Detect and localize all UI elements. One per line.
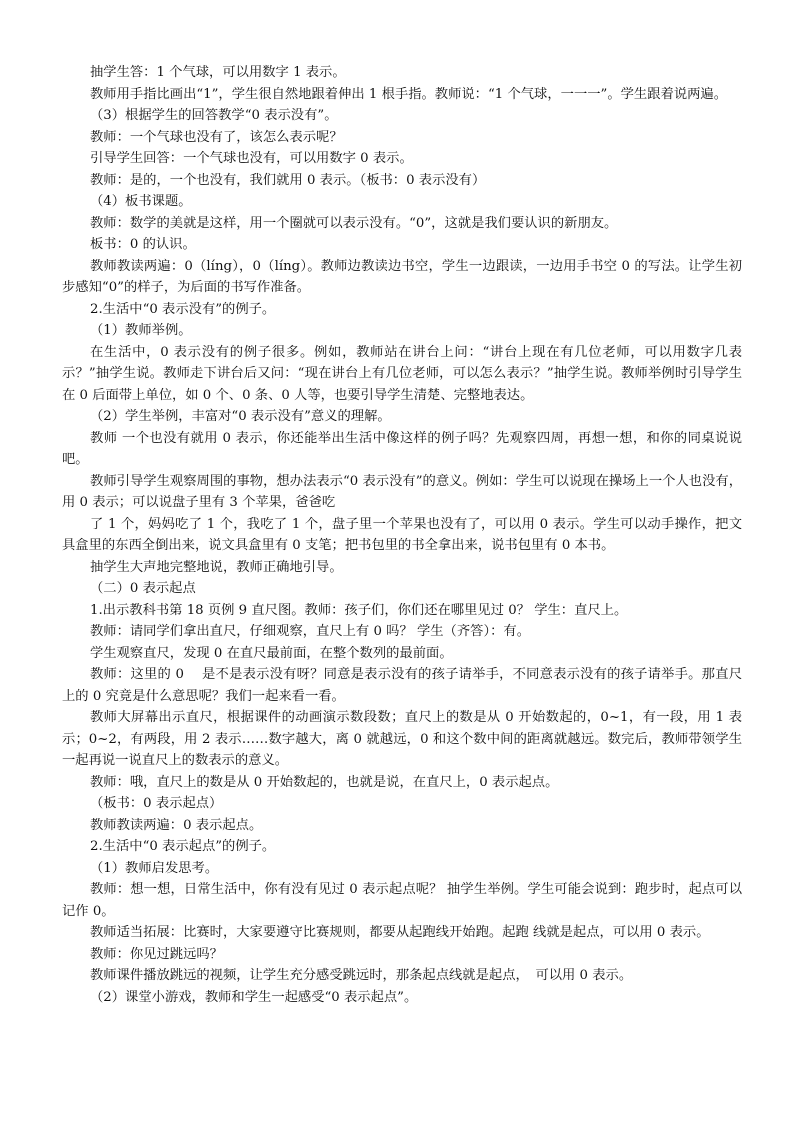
paragraph: （1）教师举例。 <box>90 323 192 338</box>
paragraph: 教师教读两遍：0 表示起点。 <box>90 817 263 833</box>
paragraph: 1.出示教科书第 18 页例 9 直尺图。教师：孩子们，你们还在哪里见过 0？ 学生：直尺上。 <box>90 602 628 618</box>
paragraph: （板书：0 表示起点） <box>90 796 223 811</box>
paragraph: 抽学生答：1 个气球，可以用数字 1 表示。 <box>90 65 346 80</box>
paragraph: 教师引导学生观察周围的事物，想办法表示“0 表示没有”的意义。例如：学生可以说现在操场上一个人也没有，用 0 表示；可以说盘子里有 3 个苹果，爸爸吃 <box>62 473 742 510</box>
paragraph: 教师适当拓展：比赛时，大家要遵守比赛规则，都要从起跑线开始跑。起跑 线就是起点，可以用 0 表示。 <box>90 925 710 940</box>
paragraph: 教师：数学的美就是这样，用一个圈就可以表示没有。“0”，这就是我们要认识的新朋友。 <box>90 215 618 231</box>
paragraph: 2.生活中“0 表示没有”的例子。 <box>90 301 276 317</box>
paragraph: 2.生活中“0 表示起点”的例子。 <box>90 839 276 854</box>
paragraph: 教师 一个也没有就用 0 表示，你还能举出生活中像这样的例子吗？先观察四周，再想一想，和你的同桌说说吧。 <box>62 430 742 467</box>
paragraph: （3）根据学生的回答教学“0 表示没有”。 <box>90 108 338 123</box>
paragraph: （2）课堂小游戏，教师和学生一起感受“0 表示起点”。 <box>90 989 418 1005</box>
paragraph: 教师大屏幕出示直尺，根据课件的动画演示数段数；直尺上的数是从 0 开始数起的，0~1，有一段，用 1 表示；0~2，有两段，用 2 表示……数字越大，离 0 就越远，0 和这个数中间的距离就越远。数完后，教师带领学生一起再说一说直尺上的数表示的意义。 <box>62 710 742 768</box>
paragraph: 教师：请同学们拿出直尺，仔细观察，直尺上有 0 吗？ 学生（齐答）：有。 <box>90 624 530 639</box>
paragraph: 教师：你见过跳远吗？ <box>90 946 223 962</box>
paragraph: 板书：0 的认识。 <box>90 237 196 252</box>
paragraph: 教师：这里的 0 是不是表示没有呀？同意是表示没有的孩子请举手，不同意表示没有的孩子请举手。那直尺上的 0 究竟是什么意思呢？我们一起来看一看。 <box>62 667 742 704</box>
paragraph: （4）板书课题。 <box>90 194 192 209</box>
paragraph: 抽学生大声地完整地说，教师正确地引导。 <box>90 559 343 575</box>
paragraph: （2）学生举例，丰富对“0 表示没有”意义的理解。 <box>90 409 391 424</box>
paragraph: 学生观察直尺，发现 0 在直尺最前面，在整个数列的最前面。 <box>90 645 453 661</box>
paragraph: 教师用手指比画出“1”，学生很自然地跟着伸出 1 根手指。教师说：“1 个气球，一一一”。学生跟着说两遍。 <box>90 86 728 102</box>
paragraph: 教师：想一想，日常生活中，你有没有见过 0 表示起点呢？ 抽学生举例。学生可能会说到：跑步时，起点可以记作 0。 <box>62 882 742 919</box>
paragraph: 教师：是的，一个也没有，我们就用 0 表示。（板书：0 表示没有） <box>90 172 486 188</box>
paragraph: 了 1 个，妈妈吃了 1 个，我吃了 1 个，盘子里一个苹果也没有了，可以用 0 表示。学生可以动手操作，把文具盒里的东西全倒出来，说文具盒里有 0 支笔；把书包里的书全拿出来，说书包里有 0 本书。 <box>62 516 742 553</box>
document-body <box>62 62 742 1008</box>
paragraph: 在生活中，0 表示没有的例子很多。例如，教师站在讲台上问：“讲台上现在有几位老师，可以用数字几表示？”抽学生说。教师走下讲台后又问：“现在讲台上有几位老师，可以怎么表示？”抽学生说。教师举例时引导学生在 0 后面带上单位，如 0 个、0 条、0 人等，也要引导学生清楚、完整地表达。 <box>62 344 742 403</box>
paragraph: （1）教师启发思考。 <box>90 860 219 876</box>
paragraph: 教师：一个气球也没有了，该怎么表示呢？ <box>90 129 343 145</box>
paragraph: （二）0 表示起点 <box>90 581 196 596</box>
paragraph: 教师教读两遍：0（líng），0（líng）。教师边教读边书空，学生一边跟读，一边用手书空 0 的写法。让学生初步感知“0”的样子，为后面的书写作准备。 <box>62 258 742 295</box>
paragraph: 教师课件播放跳远的视频，让学生充分感受跳远时，那条起点线就是起点， 可以用 0 表示。 <box>90 968 633 983</box>
paragraph: 引导学生回答：一个气球也没有，可以用数字 0 表示。 <box>90 151 413 166</box>
paragraph: 教师：哦，直尺上的数是从 0 开始数起的，也就是说，在直尺上，0 表示起点。 <box>90 774 559 790</box>
